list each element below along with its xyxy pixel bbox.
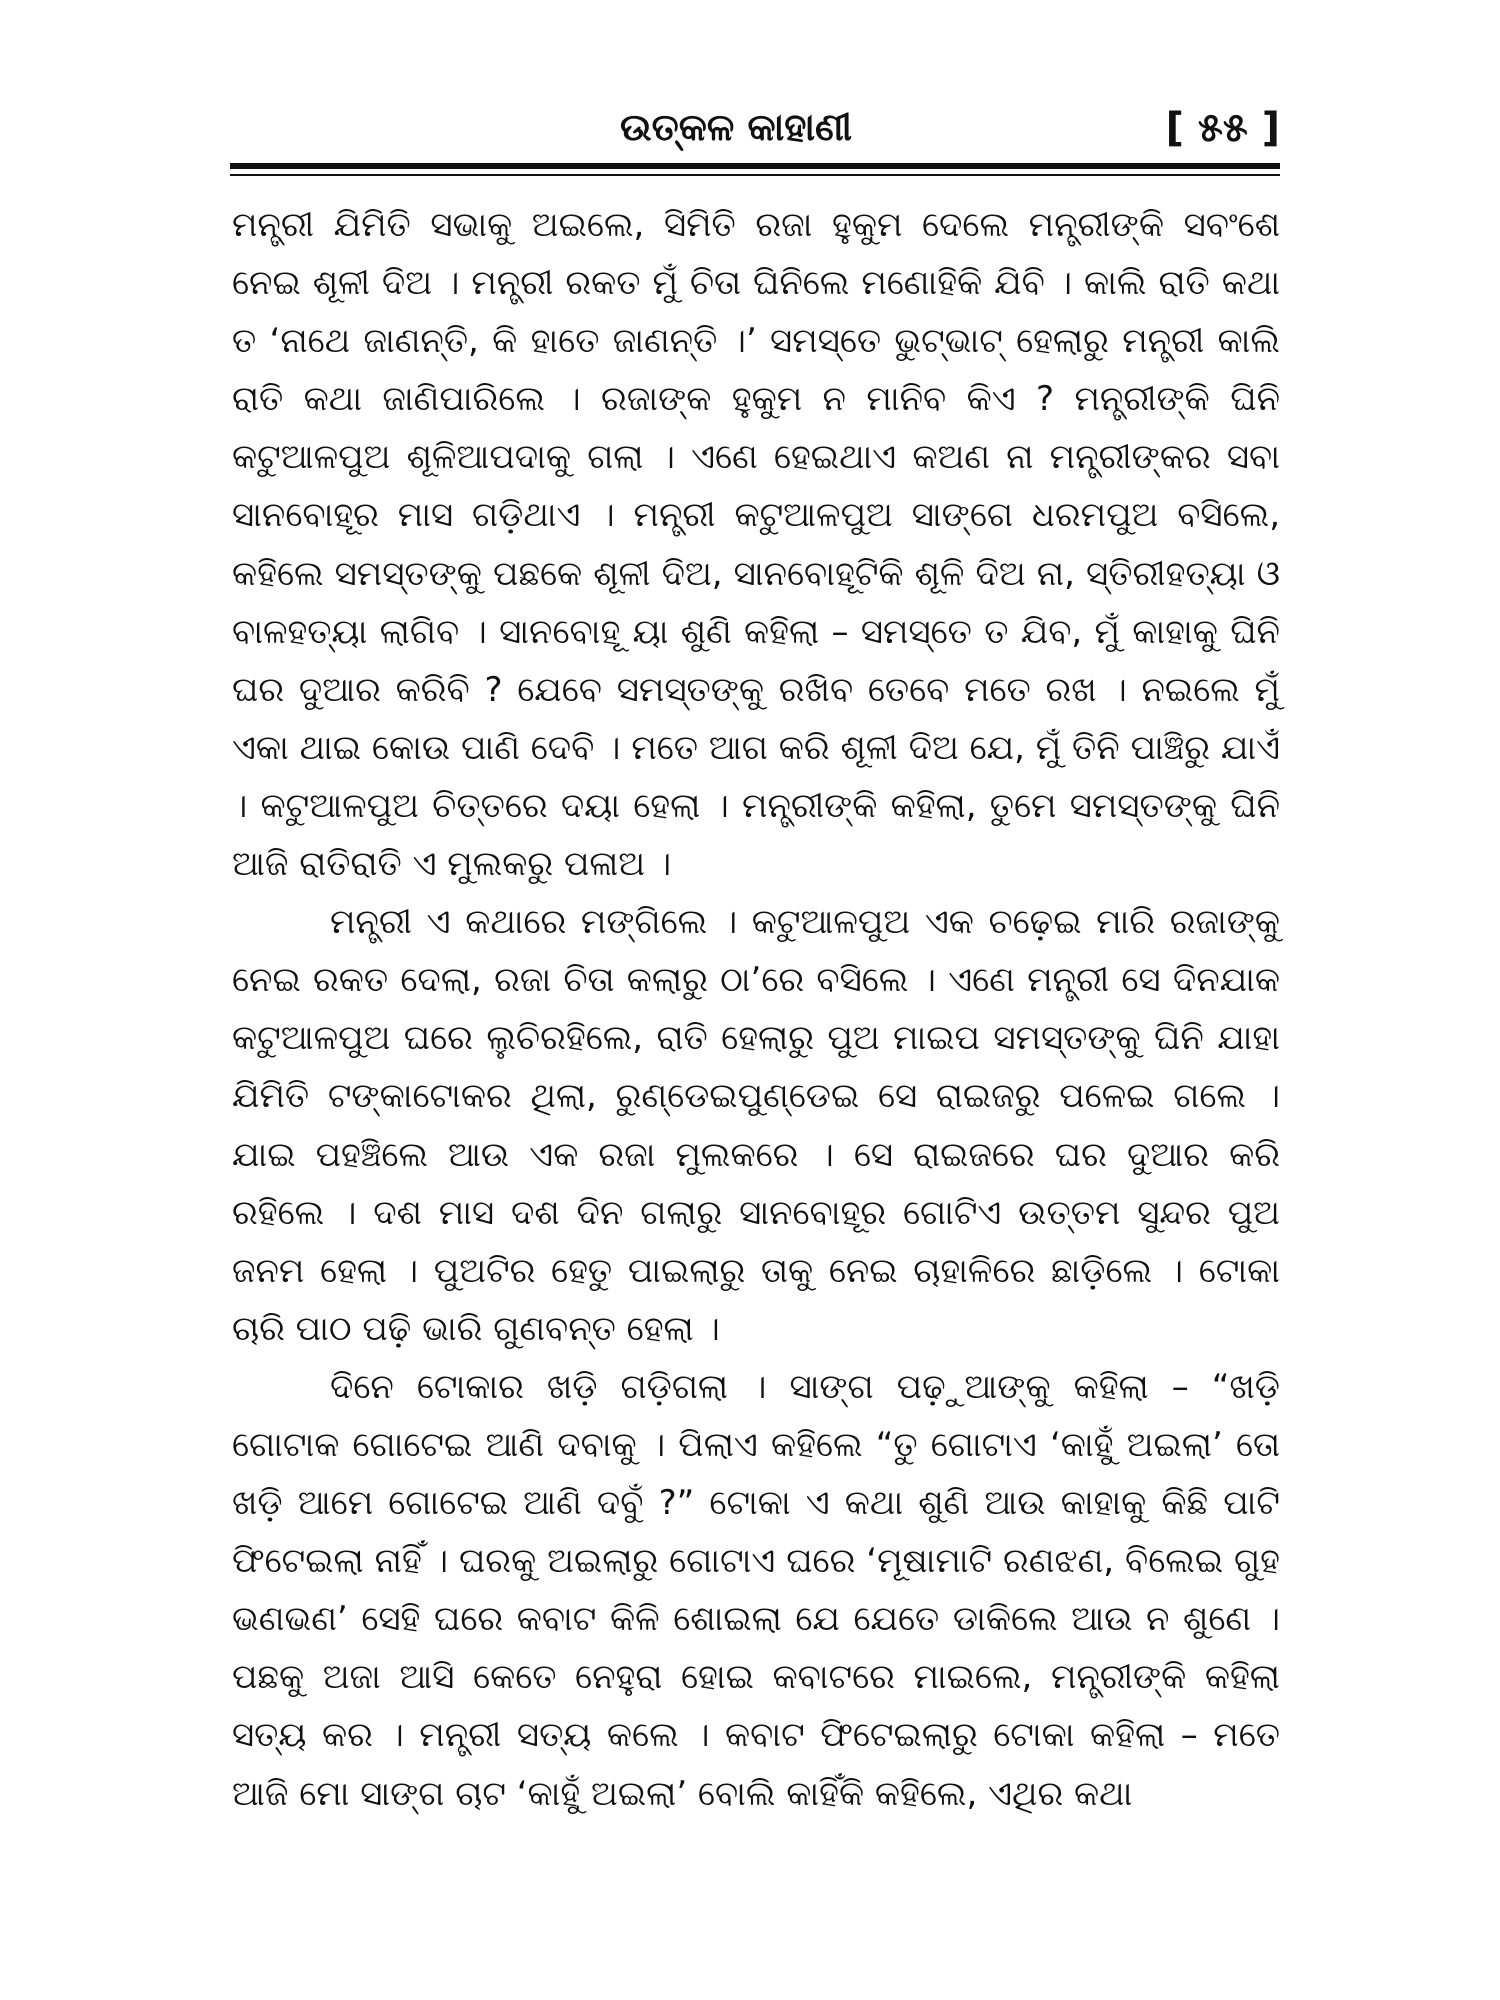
page-header <box>230 105 1280 165</box>
header-rule-thin <box>230 174 1280 176</box>
header-rule-thick <box>230 163 1280 169</box>
story-text <box>232 196 1280 1823</box>
running-title: ଉତ୍କଳ କାହାଣୀ <box>620 105 853 149</box>
paragraph-3: ଦିନେ ଟୋକାର ଖଡ଼ି ଗଡ଼ିଗଲା । ସାଙ୍ଗ ପଢ଼ୁଆଙ୍କୁ କହିଲା – “ଖଡ଼ି ଗୋଟାକ ଗୋଟେଇ ଆଣି ଦବାକୁ । ପିଲାଏ କହିଲେ “ତୁ ଗୋଟାଏ ‘କାହୁଁ ଅଇଲା’ ତୋ ଖଡ଼ି ଆମେ ଗୋଟେଇ ଆଣି ଦବୁଁ ?” ଟୋକା ଏ କଥା ଶୁଣି ଆଉ କାହାକୁ କିଛି ପାଟି ଫିଟେଇଲା ନାହିଁ । ଘରକୁ ଅଇଲାରୁ ଗୋଟାଏ ଘରେ ‘ମୂଷାମାଟି ରଣଝଣ, ବିଲେଇ ଗୁହ ଭଣଭଣ’ ସେହି ଘରେ କବାଟ କିଳି ଶୋଇଲା ଯେ ଯେତେ ଡାକିଲେ ଆଉ ନ ଶୁଣେ । ପଛକୁ ଅଜା ଆସି କେତେ ନେହୁରା ହୋଇ କବାଟରେ ମାଇଲେ, ମନ୍ତ୍ରୀଙ୍କି କହିଲା ସତ୍ୟ କର । ମନ୍ତ୍ରୀ ସତ୍ୟ କଲେ । କବାଟ ଫିଟେଇଲାରୁ ଟୋକା କହିଲା – ମତେ ଆଜି ମୋ ସାଙ୍ଗ ଚାଟ ‘କାହୁଁ ଅଇଲା’ ବୋଲି କାହିଁକି କହିଲେ, ଏଥିର କଥା <box>232 1366 1280 1814</box>
paragraph-1: ମନ୍ତ୍ରୀ ଯିମିତି ସଭାକୁ ଅଇଲେ, ସିମିତି ରଜା ହୁକୁମ ଦେଲେ ମନ୍ତ୍ରୀଙ୍କି ସବଂଶେ ନେଇ ଶୂଳୀ ଦିଅ । ମନ୍ତ୍ରୀ ରକତ ମୁଁ ଚିତା ଘିନିଲେ ମଣୋହିକି ଯିବି । କାଲି ରାତି କଥା ତ ‘ନାଥେ ଜାଣନ୍ତି, କି ହାତେ ଜାଣନ୍ତି ।’ ସମସ୍ତେ ଭୁଟ୍‌ଭାଟ୍ ହେଲାରୁ ମନ୍ତ୍ରୀ କାଲି ରାତି କଥା ଜାଣିପାରିଲେ । ରଜାଙ୍କ ହୁକୁମ ନ ମାନିବ କିଏ ? ମନ୍ତ୍ରୀଙ୍କି ଘିନି କଟୁଆଳପୁଅ ଶୂଳିଆପଦାକୁ ଗଲା । ଏଣେ ହେଇଥାଏ କଅଣ ନା ମନ୍ତ୍ରୀଙ୍କର ସବା ସାନବୋହୂର ମାସ ଗଡ଼ିଥାଏ । ମନ୍ତ୍ରୀ କଟୁଆଳପୁଅ ସାଙ୍ଗେ ଧରମପୁଅ ବସିଲେ, କହିଲେ ସମସ୍ତଙ୍କୁ ପଛକେ ଶୂଳୀ ଦିଅ, ସାନବୋହୂଟିକି ଶୂଳି ଦିଅ ନା, ସ୍ତିରୀହତ୍ୟା ଓ ବାଳହତ୍ୟା ଲାଗିବ । ସାନବୋହୂ ୟା ଶୁଣି କହିଲା – ସମସ୍ତେ ତ ଯିବ, ମୁଁ କାହାକୁ ଘିନି ଘର ଦୁଆର କରିବି ? ଯେବେ ସମସ୍ତଙ୍କୁ ରଖିବ ତେବେ ମତେ ରଖ । ନଇଲେ ମୁଁ ଏକା ଥାଇ କୋଉ ପାଣି ଦେବି । ମତେ ଆଗ କରି ଶୂଳୀ ଦିଅ ଯେ, ମୁଁ ତିନି ପାଞ୍ଚିରୁ ଯାଏଁ । କଟୁଆଳପୁଅ ଚିତ୍ତରେ ଦୟା ହେଲା । ମନ୍ତ୍ରୀଙ୍କି କହିଲା, ତୁମେ ସମସ୍ତଙ୍କୁ ଘିନି ଆଜି ରାତିରାତି ଏ ମୁଲକରୁ ପଳାଅ । <box>232 205 1280 885</box>
page-number: [ ୫୫ ] <box>1165 105 1280 151</box>
paragraph-2: ମନ୍ତ୍ରୀ ଏ କଥାରେ ମଙ୍ଗିଲେ । କଟୁଆଳପୁଅ ଏକ ଚଢ଼େଇ ମାରି ରଜାଙ୍କୁ ନେଇ ରକତ ଦେଲା, ରଜା ଚିତା କଲାରୁ ଠା’ରେ ବସିଲେ । ଏଣେ ମନ୍ତ୍ରୀ ସେ ଦିନଯାକ କଟୁଆଳପୁଅ ଘରେ ଲୁଚିରହିଲେ, ରାତି ହେଲାରୁ ପୁଅ ମାଇପ ସମସ୍ତଙ୍କୁ ଘିନି ଯାହା ଯିମିତି ଟଙ୍କାଟୋକର ଥିଲା, ରୁଣ୍ଡେଇପୁଣ୍ଡେଇ ସେ ରାଇଜରୁ ପଳେଇ ଗଲେ । ଯାଇ ପହଞ୍ଚିଲେ ଆଉ ଏକ ରଜା ମୁଲକରେ । ସେ ରାଇଜରେ ଘର ଦୁଆର କରି ରହିଲେ । ଦଶ ମାସ ଦଶ ଦିନ ଗଲାରୁ ସାନବୋହୂର ଗୋଟିଏ ଉତ୍ତମ ସୁନ୍ଦର ପୁଅ ଜନମ ହେଲା । ପୁଅଟିର ହେତୁ ପାଇଲାରୁ ତାକୁ ନେଇ ଚାହାଳିରେ ଛାଡ଼ିଲେ । ଟୋକା ଚାରି ପାଠ ପଢ଼ି ଭାରି ଗୁଣବନ୍ତ ହେଲା । <box>232 902 1280 1349</box>
